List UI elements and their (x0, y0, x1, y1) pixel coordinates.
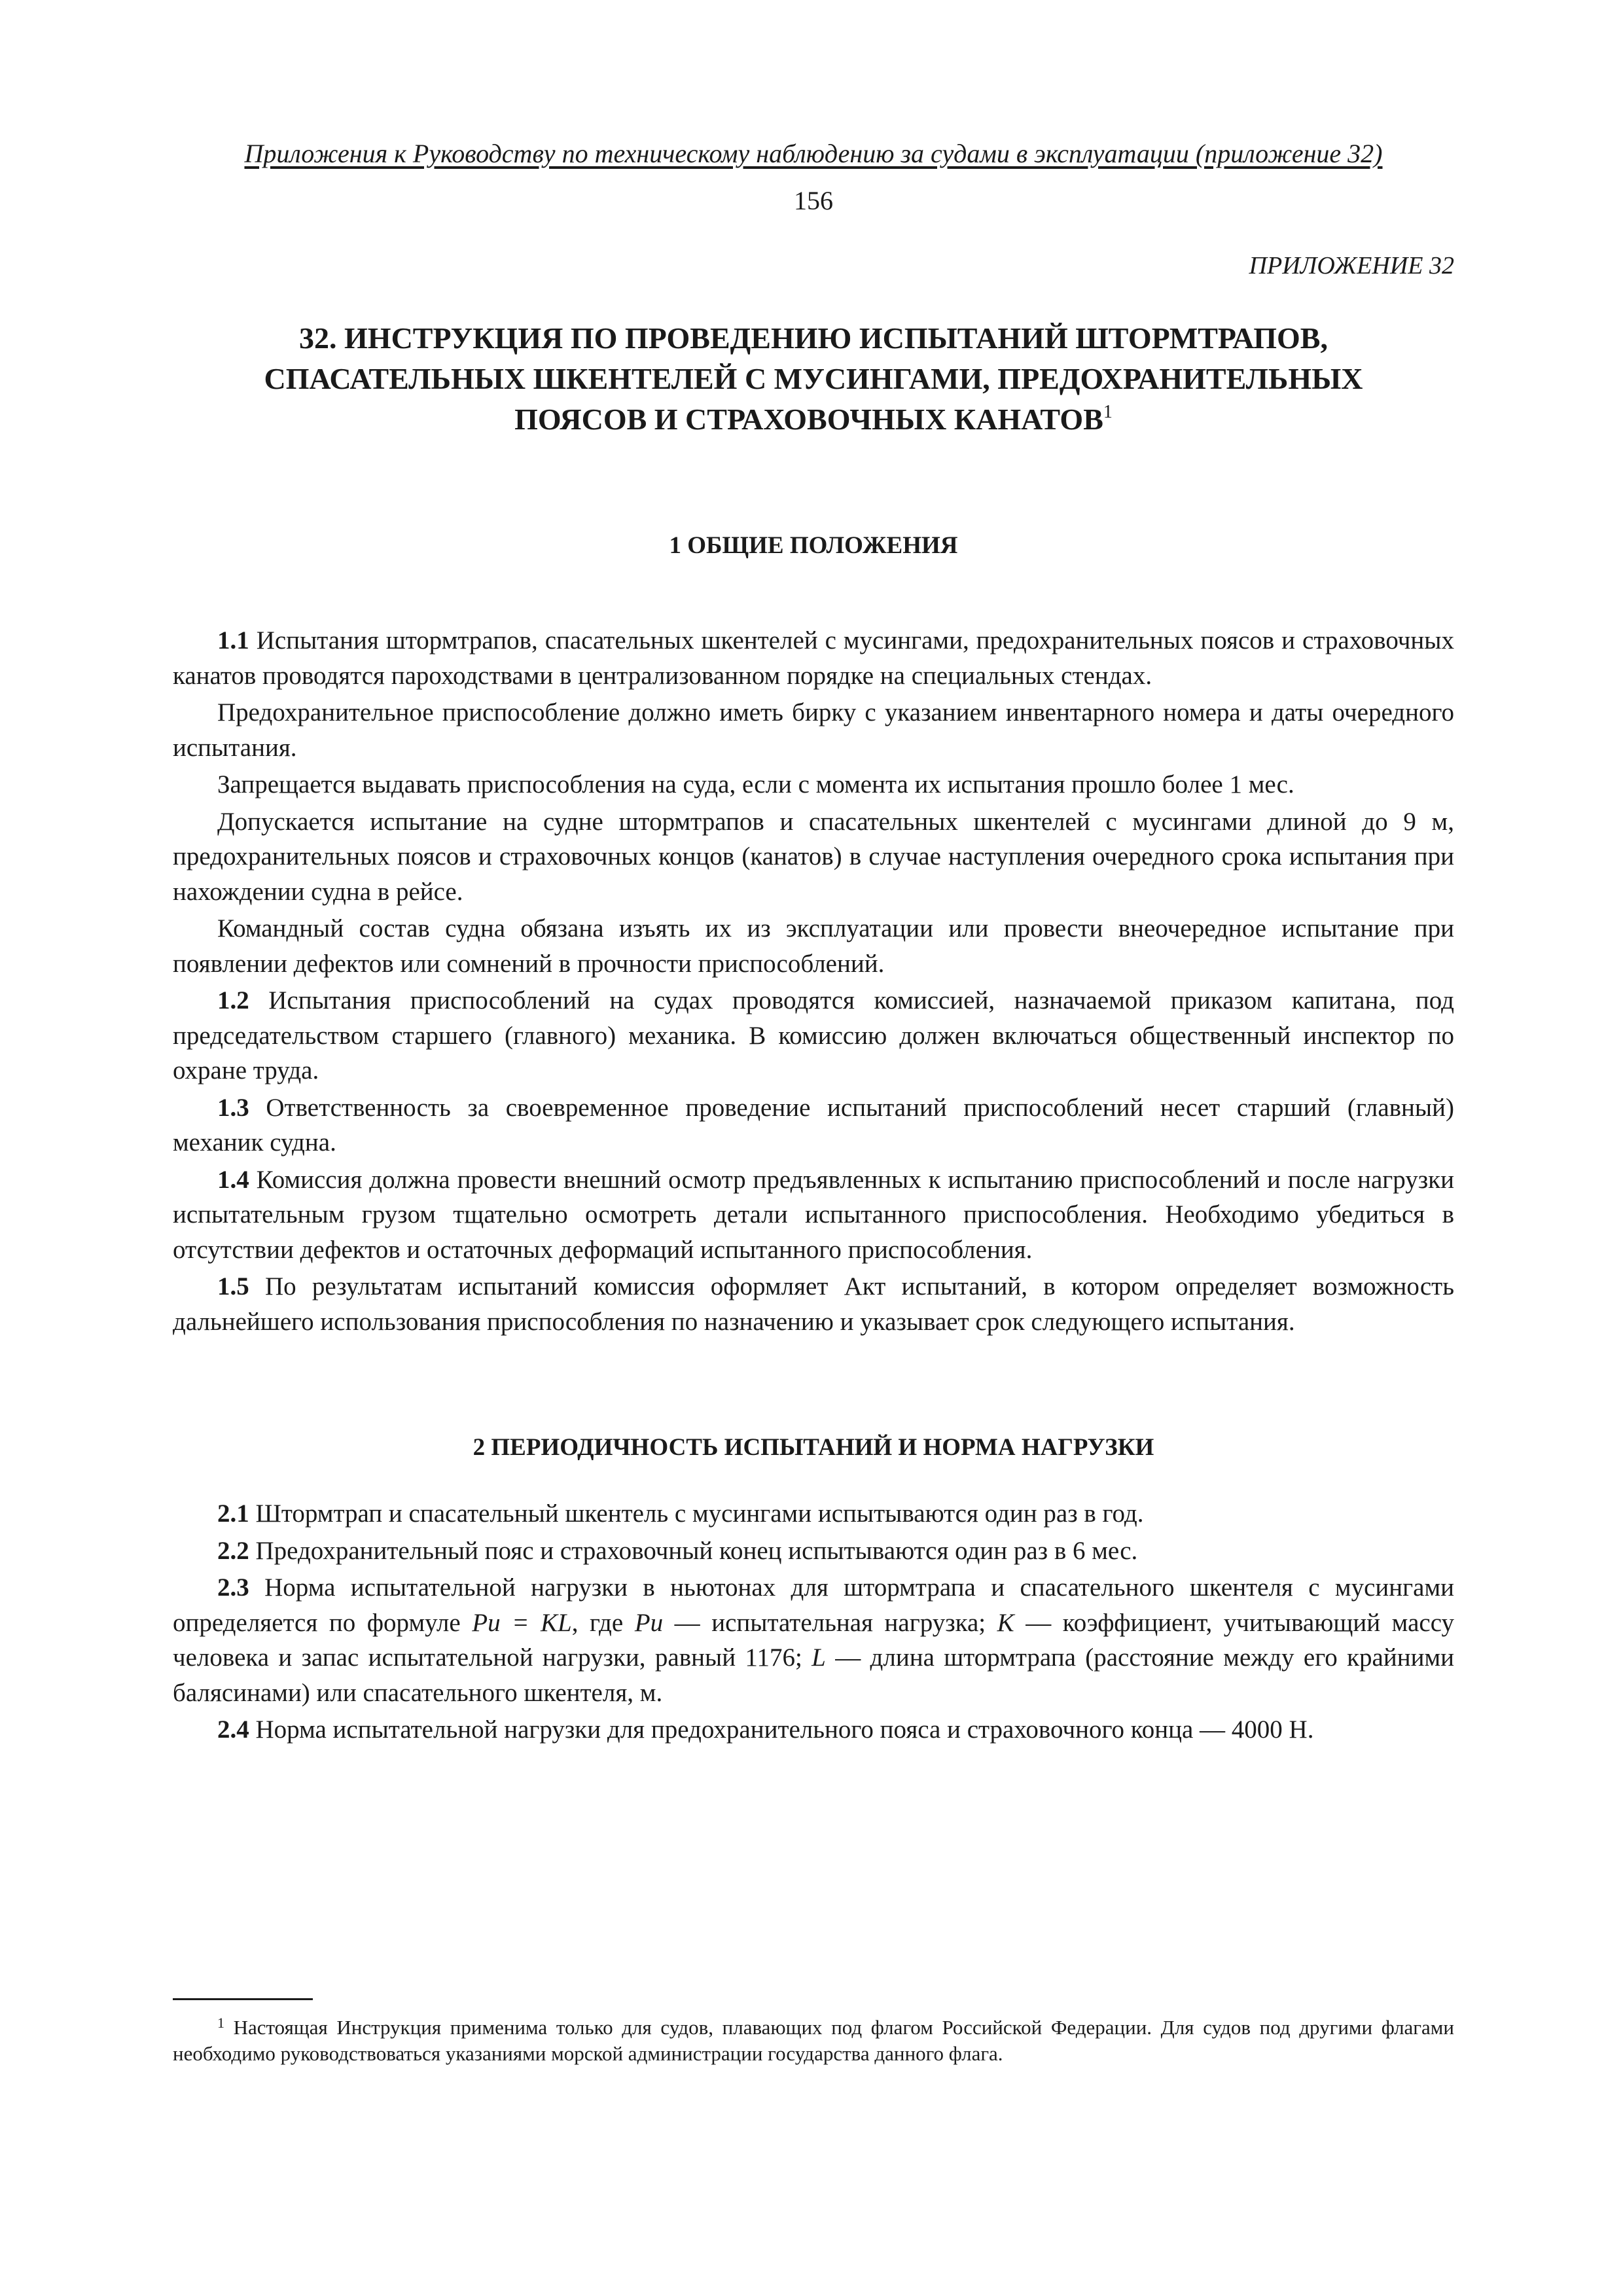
document-title (173, 318, 1454, 440)
footnote-mark: 1 (217, 2015, 224, 2031)
paragraph-2-1 (173, 1496, 1454, 1532)
paragraph-1-1-prohibition: Запрещается выдавать приспособления на суда, если с момента их испытания прошло более 1 мес. (217, 770, 1294, 798)
load-formula: Pи = KL (472, 1608, 572, 1637)
section-2-heading: 2 ПЕРИОДИЧНОСТЬ ИСПЫТАНИЙ И НОРМА НАГРУЗКИ (473, 1434, 1154, 1461)
symbol-pn: Pи (634, 1608, 664, 1637)
clause-number: 2.3 (217, 1573, 249, 1602)
clause-number: 1.1 (217, 626, 249, 655)
title-line-3-text: ПОЯСОВ И СТРАХОВОЧНЫХ КАНАТОВ (514, 403, 1103, 436)
footnote-text: Настоящая Инструкция применима только для судов, плавающих под флагом Российской Федерации. Для судов под другими флагами необходимо руководствоваться указаниями морской администрации государства данного флага. (173, 2016, 1454, 2065)
paragraph-1-1-withdrawal: Командный состав судна обязана изъять их из эксплуатации или провести внеочередное испытание при появлении дефектов или сомнений в прочности приспособлений. (173, 914, 1454, 978)
paragraph-2-4 (173, 1712, 1454, 1748)
paragraph-text: Штормтрап и спасательный шкентель с мусингами испытываются один раз в год. (249, 1499, 1144, 1528)
clause-number: 1.2 (217, 986, 249, 1014)
paragraph-text: , где (571, 1608, 635, 1637)
running-header: Приложения к Руководству по техническому наблюдению за судами в эксплуатации (приложение 32) (244, 139, 1383, 168)
paragraph-text: По результатам испытаний комиссия оформляет Акт испытаний, в котором определяет возможность дальнейшего использования приспособления по назначению и указывает срок следующего испытания. (173, 1272, 1454, 1336)
paragraph-2-3 (173, 1570, 1454, 1710)
paragraph-1-1-onboard-testing: Допускается испытание на судне штормтрапов и спасательных шкентелей с мусингами длиной до 9 м, предохранительных поясов и страховочных концов (канатов) в случае наступления очередного срока испытания при нахождении судна в рейсе. (173, 807, 1454, 906)
paragraph-text: Комиссия должна провести внешний осмотр предъявленных к испытанию приспособлений и после нагрузки испытательным грузом тщательно осмотреть детали испытанного приспособления. Необходимо убедиться в отсутствии дефектов и остаточных деформаций испытанного приспособления. (173, 1165, 1454, 1264)
clause-number: 1.4 (217, 1165, 249, 1194)
section-1-body (173, 623, 1454, 1339)
paragraph-1-3 (173, 1090, 1454, 1160)
paragraph-text: Испытания штормтрапов, спасательных шкентелей с мусингами, предохранительных поясов и страховочных канатов проводятся пароходствами в централизованном порядке на специальных стендах. (173, 626, 1454, 690)
paragraph-1-4 (173, 1162, 1454, 1268)
paragraph-1-1 (173, 623, 1454, 693)
clause-number: 1.3 (217, 1093, 249, 1122)
title-footnote-mark[interactable]: 1 (1103, 402, 1113, 422)
paragraph-text: Ответственность за своевременное проведение испытаний приспособлений несет старший (главный) механик судна. (173, 1093, 1454, 1157)
paragraph-1-5 (173, 1269, 1454, 1339)
paragraph-text: — испытательная нагрузка; (663, 1608, 997, 1637)
clause-number: 2.4 (217, 1715, 249, 1744)
footnote-separator (173, 1998, 313, 2000)
paragraph-text: — длина штормтрапа (расстояние между его крайними балясинами) или спасательного шкентеля, м. (173, 1643, 1455, 1707)
title-line-3 (173, 399, 1454, 440)
paragraph-1-2 (173, 983, 1454, 1088)
clause-number: 2.1 (217, 1499, 249, 1528)
clause-number: 2.2 (217, 1536, 249, 1565)
paragraph-text: Предохранительный пояс и страховочный конец испытываются один раз в 6 мес. (249, 1536, 1138, 1565)
section-2-body (173, 1496, 1454, 1748)
paragraph-text: Испытания приспособлений на судах проводятся комиссией, назначаемой приказом капитана, под председательством старшего (главного) механика. В комиссию должен включаться общественный инспектор по охране труда. (173, 986, 1454, 1085)
paragraph-1-1-tag: Предохранительное приспособление должно иметь бирку с указанием инвентарного номера и даты очередного испытания. (173, 698, 1454, 762)
paragraph-text: — коэффициент, учитывающий массу человека и запас испытательной нагрузки, равный 1176; (173, 1608, 1454, 1672)
clause-number: 1.5 (217, 1272, 249, 1300)
paragraph-text: Норма испытательной нагрузки в ньютонах для штормтрапа и спасательного шкентеля с мусингами определяется по формуле (173, 1573, 1454, 1637)
paragraph-2-2 (173, 1534, 1454, 1569)
document-page (173, 137, 1455, 2065)
symbol-l: L (812, 1643, 826, 1672)
footnote (173, 2015, 1454, 2067)
section-1-heading: 1 ОБЩИЕ ПОЛОЖЕНИЯ (669, 532, 958, 559)
symbol-k: K (997, 1608, 1014, 1637)
page-number: 156 (794, 186, 833, 215)
title-line-1: 32. ИНСТРУКЦИЯ ПО ПРОВЕДЕНИЮ ИСПЫТАНИЙ ШТОРМТРАПОВ, (299, 321, 1328, 355)
appendix-label: ПРИЛОЖЕНИЕ 32 (1249, 252, 1454, 279)
paragraph-text: Норма испытательной нагрузки для предохранительного пояса и страховочного конца — 4000 Н. (249, 1715, 1314, 1744)
title-line-2: СПАСАТЕЛЬНЫХ ШКЕНТЕЛЕЙ С МУСИНГАМИ, ПРЕДОХРАНИТЕЛЬНЫХ (264, 362, 1363, 395)
